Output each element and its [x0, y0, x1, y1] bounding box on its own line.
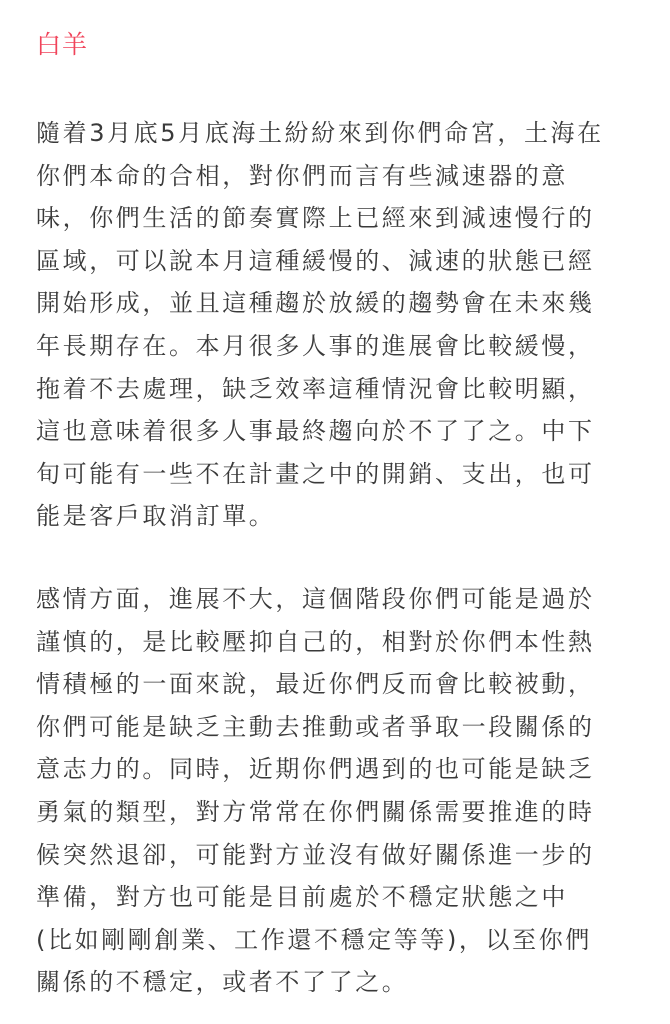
paragraph-line: 旬可能有一些不在計畫之中的開銷、支出，也可 [36, 459, 595, 488]
paragraph-line: 勇氣的類型，對方常常在你們關係需要推進的時 [36, 797, 595, 826]
paragraph-line: 你們可能是缺乏主動去推動或者爭取一段關係的 [36, 712, 595, 741]
paragraph-line: 準備，對方也可能是目前處於不穩定狀態之中 [36, 883, 568, 912]
article-title: 白羊 [36, 30, 89, 59]
paragraph-line: 感情方面，進展不大，這個階段你們可能是過於 [36, 585, 595, 613]
paragraph-line: 候突然退卻，可能對方並沒有做好關係進一步的 [36, 840, 595, 869]
paragraph-line: 拖着不去處理，缺乏效率這種情況會比較明顯， [36, 374, 595, 403]
paragraph-line: 開始形成，並且這種趨於放緩的趨勢會在未來幾 [36, 289, 595, 318]
paragraph-2 [36, 578, 636, 1004]
paragraph-line: 區域，可以說本月這種緩慢的、減速的狀態已經 [36, 246, 595, 275]
paragraph-line: 這也意味着很多人事最終趨向於不了了之。中下 [36, 417, 595, 446]
paragraph-line: 年長期存在。本月很多人事的進展會比較緩慢， [36, 331, 595, 360]
paragraph-line: 能是客戶取消訂單。 [36, 502, 276, 531]
paragraph-line: 你們本命的合相，對你們而言有些減速器的意 [36, 161, 568, 190]
paragraph-1 [36, 112, 636, 538]
paragraph-line: (比如剛剛創業、工作還不穩定等等)，以至你們 [36, 925, 592, 954]
paragraph-line: 意志力的。同時，近期你們遇到的也可能是缺乏 [36, 755, 595, 784]
paragraph-line: 隨着3月底5月底海土紛紛來到你們命宮，土海在 [36, 119, 604, 147]
paragraph-line: 關係的不穩定，或者不了了之。 [36, 968, 409, 997]
paragraph-line: 味，你們生活的節奏實際上已經來到減速慢行的 [36, 204, 595, 233]
paragraph-line: 謹慎的，是比較壓抑自己的，相對於你們本性熱 [36, 627, 595, 656]
paragraph-line: 情積極的一面來說，最近你們反而會比較被動， [36, 670, 595, 699]
